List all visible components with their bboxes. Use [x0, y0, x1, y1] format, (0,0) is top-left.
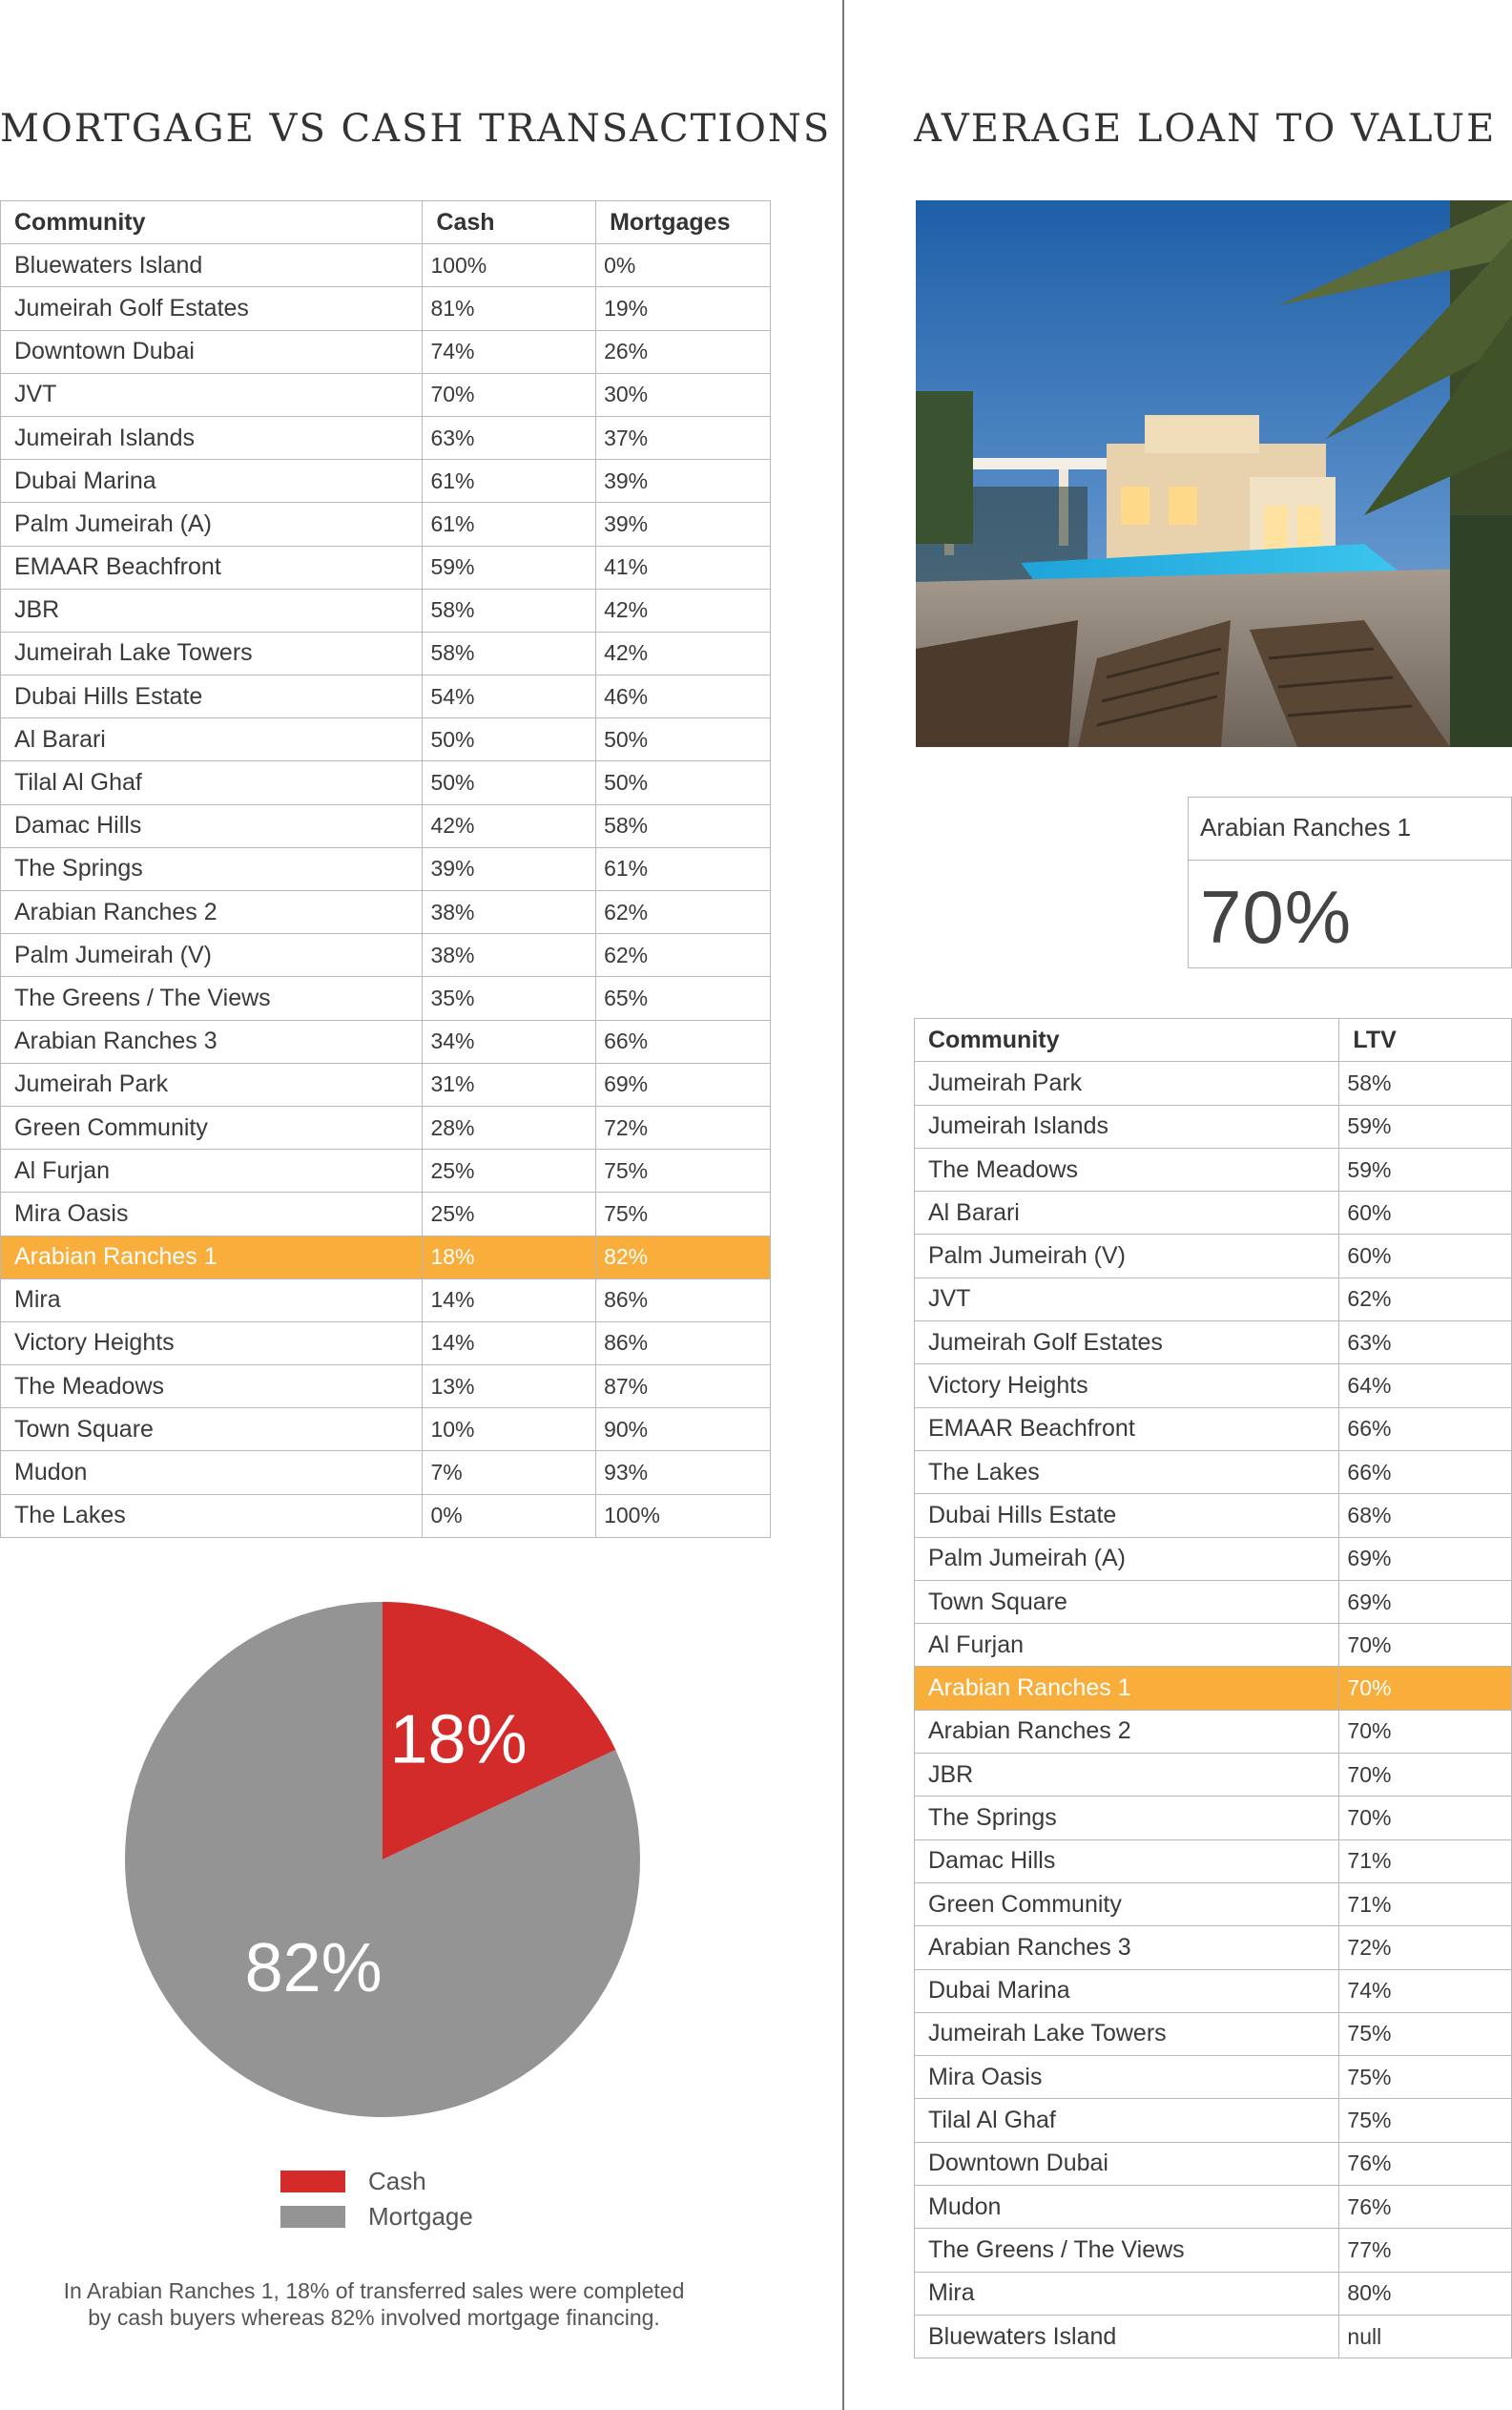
- cell-cash: 61%: [423, 503, 596, 546]
- table-row: [1, 1365, 771, 1408]
- table-row: [1, 1236, 771, 1278]
- cell-ltv: 71%: [1339, 1839, 1512, 1882]
- cell-mortgages: 46%: [596, 675, 771, 718]
- cell-community: The Lakes: [915, 1450, 1339, 1493]
- legend-label-cash: Cash: [368, 2167, 426, 2195]
- table-row: [1, 977, 771, 1020]
- table-row: [915, 1278, 1512, 1320]
- cell-community: Palm Jumeirah (A): [915, 1537, 1339, 1580]
- cell-cash: 13%: [423, 1365, 596, 1408]
- cell-mortgages: 26%: [596, 330, 771, 373]
- cell-mortgages: 82%: [596, 1236, 771, 1278]
- cell-ltv: 70%: [1339, 1754, 1512, 1797]
- cell-community: Victory Heights: [915, 1364, 1339, 1407]
- cell-ltv: 66%: [1339, 1407, 1512, 1450]
- cell-ltv: 75%: [1339, 2099, 1512, 2142]
- cell-cash: 25%: [423, 1150, 596, 1193]
- cell-mortgages: 87%: [596, 1365, 771, 1408]
- cell-mortgages: 37%: [596, 416, 771, 459]
- cell-cash: 28%: [423, 1106, 596, 1149]
- cell-ltv: 60%: [1339, 1192, 1512, 1235]
- cell-community: Jumeirah Golf Estates: [915, 1321, 1339, 1364]
- cell-mortgages: 19%: [596, 287, 771, 330]
- cell-community: Arabian Ranches 3: [1, 1020, 423, 1063]
- cell-cash: 50%: [423, 761, 596, 804]
- cell-community: Mira: [1, 1278, 423, 1321]
- column-header-ltv: LTV: [1339, 1019, 1512, 1062]
- table-row: [1, 589, 771, 632]
- cell-ltv: 71%: [1339, 1882, 1512, 1925]
- column-header-mortgages: Mortgages: [596, 201, 771, 244]
- cell-community: JBR: [1, 589, 423, 632]
- table-row: [1, 1408, 771, 1451]
- column-divider: [842, 0, 844, 2410]
- cell-ltv: 63%: [1339, 1321, 1512, 1364]
- cell-mortgages: 42%: [596, 632, 771, 675]
- table-row: [915, 2315, 1512, 2358]
- villa-pool-photo: [916, 200, 1512, 747]
- table-row: [915, 1797, 1512, 1839]
- cell-community: Bluewaters Island: [915, 2315, 1339, 2358]
- cell-ltv: 72%: [1339, 1926, 1512, 1969]
- cell-cash: 38%: [423, 891, 596, 934]
- cell-ltv: 58%: [1339, 1062, 1512, 1105]
- cell-community: Town Square: [915, 1580, 1339, 1623]
- table-row: [915, 1580, 1512, 1623]
- table-row: [1, 244, 771, 287]
- cell-cash: 70%: [423, 373, 596, 416]
- cell-cash: 10%: [423, 1408, 596, 1451]
- table-row: [1, 1494, 771, 1537]
- table-row: [1, 718, 771, 761]
- cell-mortgages: 50%: [596, 718, 771, 761]
- cell-community: Palm Jumeirah (V): [1, 934, 423, 977]
- table-row: [1, 546, 771, 589]
- cell-ltv: 66%: [1339, 1450, 1512, 1493]
- cell-mortgages: 86%: [596, 1278, 771, 1321]
- table-header-row: [915, 1019, 1512, 1062]
- cell-community: Mira Oasis: [1, 1193, 423, 1236]
- cell-community: Jumeirah Lake Towers: [915, 2012, 1339, 2055]
- table-row: [915, 1321, 1512, 1364]
- cell-ltv: 70%: [1339, 1624, 1512, 1667]
- cell-community: Mudon: [915, 2186, 1339, 2229]
- cell-cash: 81%: [423, 287, 596, 330]
- table-row: [1, 1451, 771, 1494]
- table-row: [1, 503, 771, 546]
- cell-community: Arabian Ranches 3: [915, 1926, 1339, 1969]
- highlight-ltv-community: Arabian Ranches 1: [1189, 798, 1511, 861]
- table-row: [915, 2099, 1512, 2142]
- cell-ltv: 74%: [1339, 1969, 1512, 2012]
- table-row: [915, 2142, 1512, 2185]
- cell-cash: 25%: [423, 1193, 596, 1236]
- cell-ltv: 62%: [1339, 1278, 1512, 1320]
- cell-mortgages: 69%: [596, 1063, 771, 1106]
- cell-cash: 59%: [423, 546, 596, 589]
- cell-cash: 35%: [423, 977, 596, 1020]
- cell-cash: 7%: [423, 1451, 596, 1494]
- legend-label-mortgage: Mortgage: [368, 2202, 473, 2231]
- cell-community: The Greens / The Views: [1, 977, 423, 1020]
- cell-community: Victory Heights: [1, 1321, 423, 1364]
- cell-ltv: 80%: [1339, 2272, 1512, 2315]
- cell-mortgages: 75%: [596, 1150, 771, 1193]
- cell-ltv: 70%: [1339, 1710, 1512, 1753]
- table-row: [915, 2186, 1512, 2229]
- table-header-row: [1, 201, 771, 244]
- cell-cash: 58%: [423, 589, 596, 632]
- cell-community: Jumeirah Islands: [1, 416, 423, 459]
- cell-ltv: 59%: [1339, 1105, 1512, 1148]
- cell-community: Al Barari: [1, 718, 423, 761]
- cell-cash: 100%: [423, 244, 596, 287]
- cell-community: Jumeirah Golf Estates: [1, 287, 423, 330]
- cell-ltv: 75%: [1339, 2012, 1512, 2055]
- cell-mortgages: 75%: [596, 1193, 771, 1236]
- cell-community: Mudon: [1, 1451, 423, 1494]
- table-row: [1, 1106, 771, 1149]
- cell-mortgages: 62%: [596, 934, 771, 977]
- cell-community: Tilal Al Ghaf: [915, 2099, 1339, 2142]
- table-row: [915, 1364, 1512, 1407]
- cell-community: JBR: [915, 1754, 1339, 1797]
- cell-community: Palm Jumeirah (A): [1, 503, 423, 546]
- table-row: [915, 1624, 1512, 1667]
- cell-community: Jumeirah Lake Towers: [1, 632, 423, 675]
- cell-community: Green Community: [1, 1106, 423, 1149]
- highlight-ltv-value: 70%: [1200, 875, 1353, 959]
- cell-community: Al Furjan: [915, 1624, 1339, 1667]
- cell-ltv: 76%: [1339, 2186, 1512, 2229]
- cell-cash: 74%: [423, 330, 596, 373]
- cell-ltv: 68%: [1339, 1494, 1512, 1537]
- cell-mortgages: 41%: [596, 546, 771, 589]
- cell-mortgages: 86%: [596, 1321, 771, 1364]
- cell-cash: 0%: [423, 1494, 596, 1537]
- cell-community: Downtown Dubai: [915, 2142, 1339, 2185]
- pie-caption: In Arabian Ranches 1, 18% of transferred sales were completed by cash buyers whereas 82% involved mortgage financing.: [63, 2278, 685, 2330]
- cell-community: Damac Hills: [915, 1839, 1339, 1882]
- cell-cash: 38%: [423, 934, 596, 977]
- table-row: [915, 2056, 1512, 2099]
- cell-mortgages: 42%: [596, 589, 771, 632]
- cell-mortgages: 66%: [596, 1020, 771, 1063]
- cell-mortgages: 0%: [596, 244, 771, 287]
- table-row: [1, 1150, 771, 1193]
- legend-item-mortgage: [280, 2199, 473, 2234]
- table-row: [915, 2229, 1512, 2272]
- table-row: [915, 2272, 1512, 2315]
- cell-community: Arabian Ranches 2: [915, 1710, 1339, 1753]
- cell-ltv: 69%: [1339, 1537, 1512, 1580]
- cell-community: The Lakes: [1, 1494, 423, 1537]
- cell-community: Tilal Al Ghaf: [1, 761, 423, 804]
- cell-community: Mira: [915, 2272, 1339, 2315]
- cell-mortgages: 62%: [596, 891, 771, 934]
- table-row: [915, 1062, 1512, 1105]
- cell-mortgages: 50%: [596, 761, 771, 804]
- table-row: [915, 1969, 1512, 2012]
- cell-cash: 31%: [423, 1063, 596, 1106]
- cell-ltv: 59%: [1339, 1148, 1512, 1191]
- cell-community: Jumeirah Park: [915, 1062, 1339, 1105]
- cell-community: Al Furjan: [1, 1150, 423, 1193]
- table-row: [1, 1020, 771, 1063]
- table-row: [915, 1926, 1512, 1969]
- table-row: [915, 2012, 1512, 2055]
- column-header-community: Community: [1, 201, 423, 244]
- cell-mortgages: 39%: [596, 503, 771, 546]
- average-ltv-table: [914, 1018, 1512, 2358]
- table-row: [1, 675, 771, 718]
- cell-mortgages: 65%: [596, 977, 771, 1020]
- table-row: [1, 761, 771, 804]
- table-row: [915, 1105, 1512, 1148]
- legend-item-cash: [280, 2164, 473, 2199]
- cell-community: The Meadows: [1, 1365, 423, 1408]
- cell-community: Jumeirah Islands: [915, 1105, 1339, 1148]
- cell-ltv: 64%: [1339, 1364, 1512, 1407]
- cell-community: Jumeirah Park: [1, 1063, 423, 1106]
- cell-community: Al Barari: [915, 1192, 1339, 1235]
- cell-mortgages: 93%: [596, 1451, 771, 1494]
- cell-ltv: 70%: [1339, 1667, 1512, 1710]
- table-row: [1, 460, 771, 503]
- pie-label-cash: 18%: [389, 1701, 528, 1778]
- table-row: [1, 373, 771, 416]
- highlight-ltv-card: [1188, 797, 1512, 968]
- cell-mortgages: 90%: [596, 1408, 771, 1451]
- cell-community: Green Community: [915, 1882, 1339, 1925]
- column-header-community: Community: [915, 1019, 1339, 1062]
- cell-ltv: 77%: [1339, 2229, 1512, 2272]
- cell-mortgages: 72%: [596, 1106, 771, 1149]
- cell-community: Dubai Hills Estate: [1, 675, 423, 718]
- mortgage-vs-cash-title: MORTGAGE VS CASH TRANSACTIONS: [0, 107, 832, 151]
- cell-mortgages: 30%: [596, 373, 771, 416]
- cell-community: Downtown Dubai: [1, 330, 423, 373]
- cell-cash: 54%: [423, 675, 596, 718]
- table-row: [1, 632, 771, 675]
- cell-cash: 42%: [423, 804, 596, 847]
- table-row: [1, 416, 771, 459]
- cell-cash: 39%: [423, 847, 596, 890]
- cell-cash: 61%: [423, 460, 596, 503]
- table-row: [915, 1235, 1512, 1278]
- pie-label-mortgage: 82%: [244, 1929, 383, 2006]
- cell-community: The Springs: [1, 847, 423, 890]
- cell-mortgages: 61%: [596, 847, 771, 890]
- cell-community: The Greens / The Views: [915, 2229, 1339, 2272]
- cell-community: Dubai Marina: [1, 460, 423, 503]
- table-row: [915, 1710, 1512, 1753]
- table-row: [1, 891, 771, 934]
- cell-community: Bluewaters Island: [1, 244, 423, 287]
- legend-swatch-cash: [280, 2171, 345, 2192]
- table-row: [1, 287, 771, 330]
- table-row: [1, 804, 771, 847]
- cell-community: Arabian Ranches 1: [1, 1236, 423, 1278]
- table-row: [915, 1192, 1512, 1235]
- column-header-cash: Cash: [423, 201, 596, 244]
- average-ltv-title: AVERAGE LOAN TO VALUE: [914, 107, 1497, 151]
- cell-ltv: 75%: [1339, 2056, 1512, 2099]
- table-row: [915, 1667, 1512, 1710]
- table-row: [915, 1754, 1512, 1797]
- cell-community: Mira Oasis: [915, 2056, 1339, 2099]
- table-row: [1, 1063, 771, 1106]
- table-row: [1, 1193, 771, 1236]
- cell-community: The Springs: [915, 1797, 1339, 1839]
- table-row: [915, 1537, 1512, 1580]
- cell-mortgages: 39%: [596, 460, 771, 503]
- cell-community: Arabian Ranches 1: [915, 1667, 1339, 1710]
- pie-legend: [280, 2164, 473, 2234]
- table-row: [915, 1450, 1512, 1493]
- mortgage-vs-cash-table: [0, 200, 771, 1538]
- table-row: [1, 934, 771, 977]
- cell-ltv: null: [1339, 2315, 1512, 2358]
- cell-community: Dubai Hills Estate: [915, 1494, 1339, 1537]
- cell-ltv: 70%: [1339, 1797, 1512, 1839]
- cell-community: Town Square: [1, 1408, 423, 1451]
- table-row: [915, 1494, 1512, 1537]
- cell-cash: 58%: [423, 632, 596, 675]
- legend-swatch-mortgage: [280, 2206, 345, 2228]
- cell-cash: 34%: [423, 1020, 596, 1063]
- cell-community: Dubai Marina: [915, 1969, 1339, 2012]
- cell-community: JVT: [1, 373, 423, 416]
- cell-cash: 14%: [423, 1278, 596, 1321]
- table-row: [915, 1839, 1512, 1882]
- cell-ltv: 76%: [1339, 2142, 1512, 2185]
- cell-ltv: 69%: [1339, 1580, 1512, 1623]
- table-row: [1, 330, 771, 373]
- cell-cash: 18%: [423, 1236, 596, 1278]
- cash-vs-mortgage-pie-chart: [122, 1599, 643, 2120]
- cell-cash: 14%: [423, 1321, 596, 1364]
- cell-cash: 63%: [423, 416, 596, 459]
- table-row: [1, 847, 771, 890]
- cell-community: Arabian Ranches 2: [1, 891, 423, 934]
- villa-pool-illustration: [916, 200, 1512, 747]
- table-row: [1, 1321, 771, 1364]
- cell-community: JVT: [915, 1278, 1339, 1320]
- cell-community: EMAAR Beachfront: [1, 546, 423, 589]
- cell-community: Palm Jumeirah (V): [915, 1235, 1339, 1278]
- table-row: [915, 1148, 1512, 1191]
- cell-community: EMAAR Beachfront: [915, 1407, 1339, 1450]
- table-row: [915, 1882, 1512, 1925]
- cell-cash: 50%: [423, 718, 596, 761]
- table-row: [915, 1407, 1512, 1450]
- cell-community: Damac Hills: [1, 804, 423, 847]
- cell-community: The Meadows: [915, 1148, 1339, 1191]
- cell-ltv: 60%: [1339, 1235, 1512, 1278]
- cell-mortgages: 58%: [596, 804, 771, 847]
- cell-mortgages: 100%: [596, 1494, 771, 1537]
- table-row: [1, 1278, 771, 1321]
